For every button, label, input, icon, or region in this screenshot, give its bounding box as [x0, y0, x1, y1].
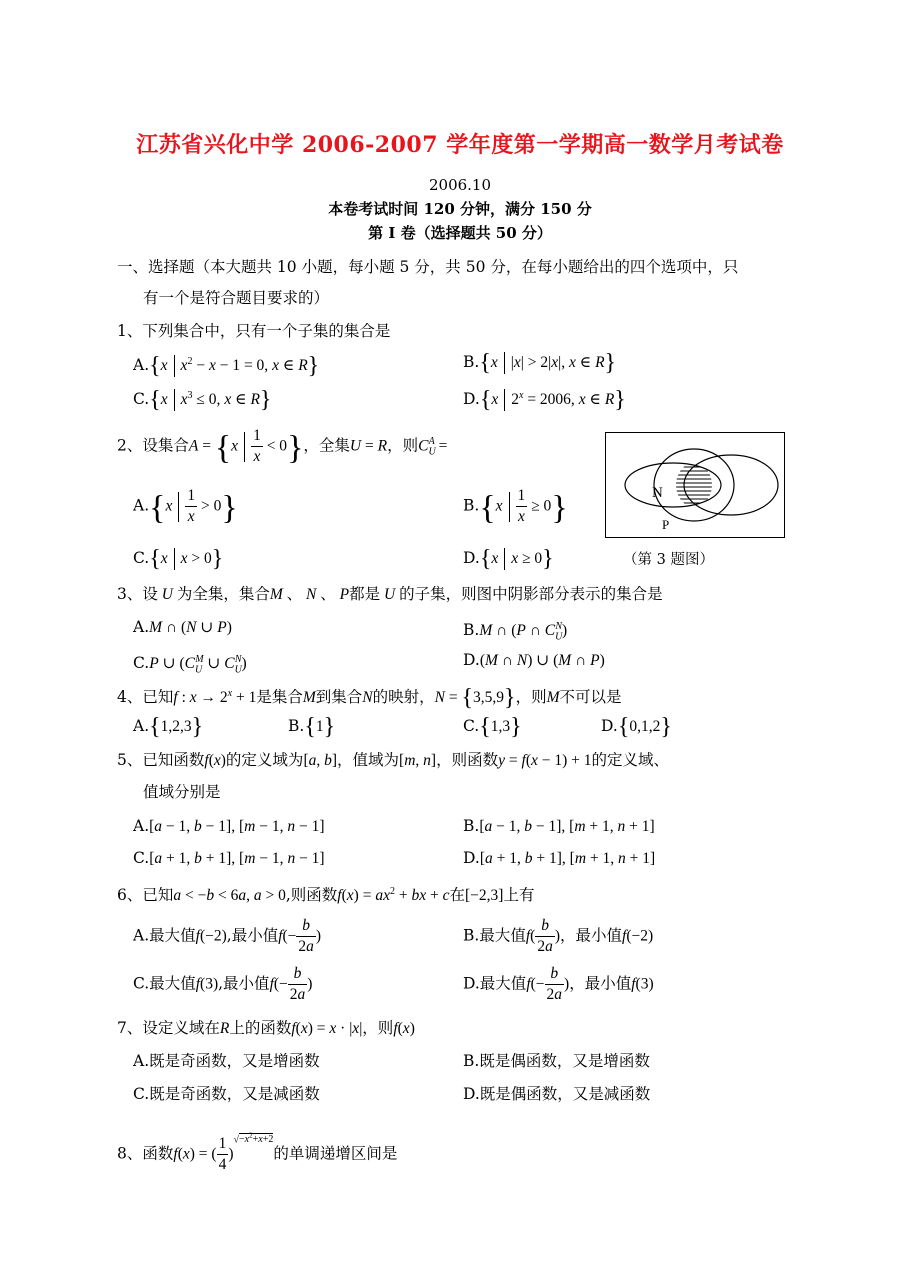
q8-stem: 8、函数f(x) = ( $\frac{1}{4}$ )$^{√-x^2+x+2}$的单调递增区间是: [117, 1132, 398, 1173]
option-label: D.: [463, 390, 480, 409]
q4-option-b: B.{1}: [288, 714, 336, 740]
q2-option-a: A.{x $\frac{1}{x}$ > 0}: [133, 487, 238, 527]
q3-stem: 3、设 U 为全集，集合M 、 N 、 P都是 U 的子集，则图中阴影部分表示的集合是: [117, 585, 663, 603]
venn-diagram: [606, 433, 783, 536]
q1-option-a: A.{x $x^2 - x - 1 = 0$, x ∈ R}: [133, 353, 320, 380]
section-title: 第 I 卷（选择题共 50 分）: [368, 224, 552, 242]
q3-option-c: C.P ∪ ($C_U^M$ ∪ $C_U^N$): [133, 654, 247, 676]
q6-option-b: B.最大值f( $\frac{b}{2a}$ )，最小值f(−2): [463, 917, 654, 955]
q5-option-d: D.[a + 1, b + 1], [m + 1, n + 1]: [463, 849, 656, 867]
option-label: B.: [463, 496, 480, 515]
q6-option-c: C.最大值f(3),最小值f(− $\frac{b}{2a}$ ): [133, 965, 313, 1003]
q4-stem: 4、已知f : $x \to 2^x + 1$是集合M到集合N的映射，N = {3,5,9}，则M不可以是: [117, 685, 622, 712]
q1-stem: 1、下列集合中，只有一个子集的集合是: [117, 322, 391, 340]
q3-option-a: A.M ∩ (N ∪ P): [133, 618, 232, 636]
option-label: A.: [133, 496, 150, 515]
option-label: B.: [463, 621, 480, 640]
q5-option-a: A.[a − 1, b − 1], [m − 1, n − 1]: [133, 817, 325, 835]
q6-stem: 6、已知a < −b < 6a, a > 0,则函数$f(x) = ax^2$ + bx + c在[−2,3]上有: [117, 886, 535, 905]
q5-option-b: B.[a − 1, b − 1], [m + 1, n + 1]: [463, 817, 655, 835]
page-title: 江苏省兴化中学 2006-2007 学年度第一学期高一数学月考试卷: [136, 132, 784, 158]
option-label: D.: [463, 651, 480, 669]
q6-option-a: A.最大值f(−2),最小值f(− $\frac{b}{2a}$ ): [133, 917, 322, 955]
option-label: A.: [133, 817, 150, 835]
q7-option-a: A.既是奇函数，又是增函数: [133, 1052, 320, 1070]
exam-date: 2006.10: [428, 176, 492, 194]
q4-option-c: C.{1,3}: [463, 714, 522, 740]
q6-option-d: D.最大值f(− $\frac{b}{2a}$ )，最小值f(3): [463, 965, 654, 1003]
q5-stem-line2: 值域分别是: [143, 783, 221, 801]
q4-option-a: A.{1,2,3}: [133, 714, 204, 740]
q5-option-c: C.[a + 1, b + 1], [m − 1, n − 1]: [133, 849, 325, 867]
option-label: C.: [133, 390, 150, 409]
option-label: D.: [601, 717, 618, 735]
q5-stem-line1: 5、已知函数f(x)的定义域为[a, b]，值域为[m, n]，则函数y = f(x − 1) + 1的定义域、: [117, 751, 670, 769]
q7-option-c: C.既是奇函数，又是减函数: [133, 1085, 320, 1103]
label-p: P: [662, 517, 670, 532]
q2-stem: 2、设集合A = {x $\frac{1}{x}$ < 0}，全集U = R，则$C_U^A$ =: [117, 427, 448, 467]
q2-option-d: D.{x x ≥ 0}: [463, 546, 554, 572]
label-n: N: [652, 485, 663, 501]
q1-option-b: B.{x |x| > 2|x|, x ∈ R}: [463, 350, 617, 376]
option-label: B.: [463, 817, 480, 835]
q2-option-b: B.{x $\frac{1}{x}$ ≥ 0}: [463, 487, 568, 527]
option-label: C.: [133, 549, 150, 567]
option-label: B.: [288, 717, 305, 735]
option-label: C.: [463, 717, 480, 735]
option-label: D.: [463, 549, 480, 567]
exam-info: 本卷考试时间 120 分钟，满分 150 分: [328, 200, 592, 218]
option-label: A.: [133, 618, 150, 636]
section-intro-line1: 一、选择题（本大题共 10 小题，每小题 5 分，共 50 分，在每小题给出的四个选项中，只: [117, 258, 739, 276]
option-label: A.: [133, 356, 150, 375]
q7-option-d: D.既是偶函数，又是减函数: [463, 1085, 651, 1103]
figure-caption: （第 3 题图）: [623, 552, 714, 568]
option-label: C.: [133, 849, 150, 867]
option-label: C.: [133, 654, 150, 673]
q1-option-d: D.{x $2^x = 2006$, x ∈ R}: [463, 387, 626, 414]
option-label: B.: [463, 353, 480, 371]
option-label: D.: [463, 849, 480, 867]
q3-option-d: D.(M ∩ N) ∪ (M ∩ P): [463, 651, 605, 669]
section-intro-line2: 有一个是符合题目要求的）: [143, 289, 330, 307]
q3-option-b: B.M ∩ (P ∩ $C_U^N$): [463, 621, 568, 643]
q1-option-c: C.{x $x^3 \le 0$, x ∈ R}: [133, 387, 272, 414]
venn-diagram-figure: [605, 432, 785, 538]
q4-option-d: D.{0,1,2}: [601, 714, 672, 740]
option-label: A.: [133, 717, 150, 735]
q2-option-c: C.{x x > 0}: [133, 546, 224, 572]
q7-option-b: B.既是偶函数，又是增函数: [463, 1052, 650, 1070]
q7-stem: 7、设定义域在R上的函数f(x) = x · |x|，则f(x): [117, 1019, 415, 1037]
